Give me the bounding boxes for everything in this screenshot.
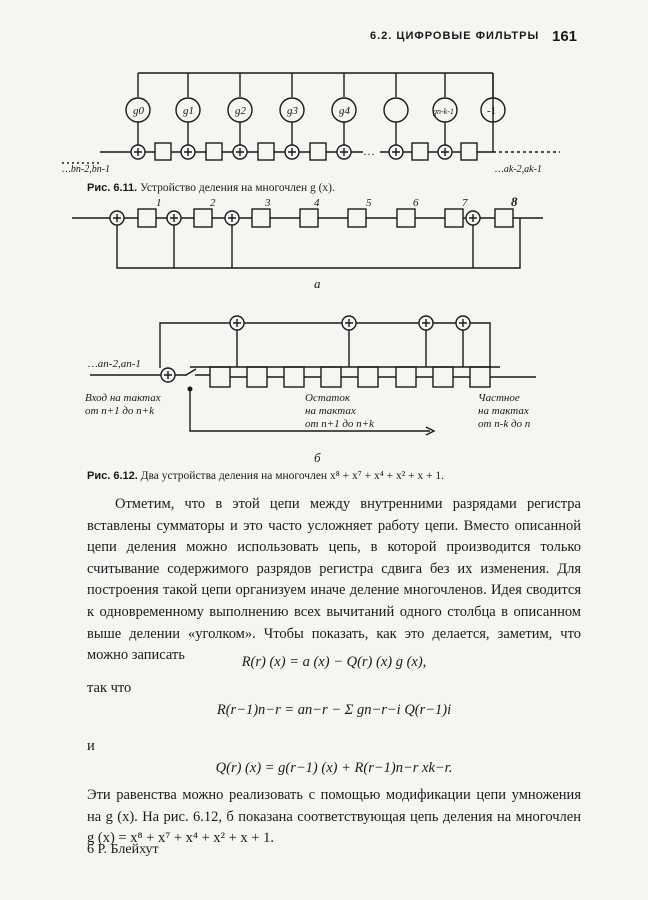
- tap-label: gn-k-1: [433, 107, 454, 116]
- stage-number: 6: [413, 197, 419, 209]
- quotient-note: на тактах: [478, 405, 529, 417]
- paragraph-text: Эти равенства можно реализовать с помощью модификации цепи умножения на g (x). На рис. 6.12, б показана соответствующая цепь деления на многочлен g (x) = x⁸ + x⁷ + x⁴ + x² + x + 1.: [87, 787, 581, 847]
- caption-number: Рис. 6.12.: [87, 470, 138, 482]
- running-title: 6.2. ЦИФРОВЫЕ ФИЛЬТРЫ: [370, 30, 540, 42]
- output-sequence-label: …ak-2,ak-1: [495, 164, 542, 175]
- input-sequence-label: …an-2,an-1: [88, 358, 141, 370]
- figure-6-11-caption: [87, 182, 335, 194]
- figure-6-12b: [0, 305, 648, 465]
- stage-number: 5: [366, 197, 372, 209]
- connector-text: так что: [87, 680, 132, 696]
- part-b-label: б: [314, 450, 321, 465]
- remainder-note: на тактах: [305, 405, 356, 417]
- caption-number: Рис. 6.11.: [87, 182, 138, 194]
- tap-label: g4: [339, 105, 350, 117]
- figure-6-12a: [0, 196, 648, 296]
- page-number: 161: [552, 28, 578, 45]
- equation-2: R(r−1)n−r = an−r − Σ gn−r−i Q(r−1)i: [216, 702, 452, 718]
- equation-1: R(r) (x) = a (x) − Q(r) (x) g (x),: [241, 654, 427, 670]
- part-a-label: а: [314, 276, 321, 291]
- remainder-note: от n+1 до n+k: [305, 418, 374, 430]
- paragraph-1: [87, 494, 581, 667]
- input-note: Вход на тактах: [85, 392, 161, 404]
- feedback-verticals: [138, 73, 493, 97]
- footer-signature: 6 Р. Блейхут: [87, 842, 159, 857]
- adders-b: [161, 316, 470, 382]
- figure-6-12-caption: [87, 470, 444, 482]
- connector-text: и: [87, 738, 95, 754]
- quotient-note: Частное: [478, 392, 520, 404]
- paragraph-text: Отметим, что в этой цепи между внутренними разрядами регистра вставлены сумматоры и это часто усложняет работу цепи. Вместо описанной цепи деления можно использовать цепь, в которой производится только считывание содержимого разрядов регистра сдвига без их изменения. Для построения такой цепи организуем иначе деление многочленов. Идея сводится к одновременному выполнению всех вычитаний одного столбца в описанном выше делении «уголком». Чтобы показать, как это делается, заметим, что можно записать: [87, 496, 581, 664]
- tap-label: -1: [487, 105, 497, 117]
- tap-label: g3: [287, 105, 298, 117]
- input-note: от n+1 до n+k: [85, 405, 154, 417]
- stage-number: 1: [156, 197, 162, 209]
- caption-text: Устройство деления на многочлен g (x).: [140, 182, 335, 194]
- tap-label: g2: [235, 105, 246, 117]
- stage-number: 4: [314, 197, 320, 209]
- paragraph-2: [87, 785, 581, 850]
- stage-number: 3: [265, 197, 271, 209]
- caption-text: Два устройства деления на многочлен x⁸ + x⁷ + x⁴ + x² + x + 1.: [140, 470, 444, 482]
- equation-3: Q(r) (x) = g(r−1) (x) + R(r−1)n−r xk−r.: [215, 760, 453, 776]
- tap-label: g1: [183, 105, 194, 117]
- tap-label: g0: [133, 105, 144, 117]
- input-sequence-label: …bn-2,bn-1: [62, 164, 111, 175]
- svg-text:…: …: [363, 144, 375, 158]
- stage-number: 7: [462, 197, 468, 209]
- stage-number: 2: [210, 197, 216, 209]
- remainder-note: Остаток: [305, 392, 350, 404]
- figure-6-11: [0, 55, 648, 185]
- stage-number: 8: [511, 196, 518, 209]
- quotient-note: от n-k до n: [478, 418, 531, 430]
